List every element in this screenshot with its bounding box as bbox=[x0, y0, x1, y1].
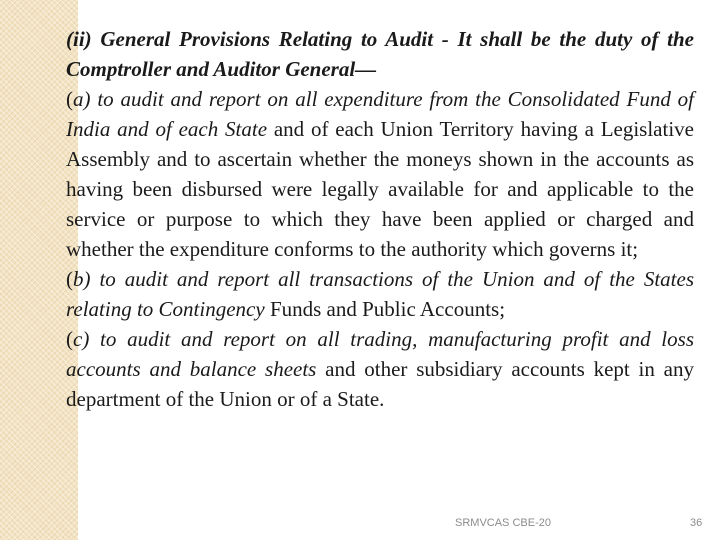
section-heading: (ii) General Provisions Relating to Audit - It shall be the duty of the Comptroller and Auditor General— bbox=[66, 27, 694, 81]
footer-label: SRMVCAS CBE-20 bbox=[455, 517, 551, 529]
clause-b-italic-text: b) to audit and report all transactions of the Union and of the States relating to Contingency bbox=[66, 267, 694, 321]
clause-b-paren: ( bbox=[66, 267, 73, 291]
slide-body bbox=[66, 24, 694, 414]
clause-c-text: and other subsidiary accounts kept in any department of the Union or of a State. bbox=[66, 357, 694, 411]
clause-a bbox=[66, 84, 694, 264]
clause-c-paren: ( bbox=[66, 327, 73, 351]
clause-a-text: and of each Union Territory having a Legislative Assembly and to ascertain whether the moneys shown in the accounts as having been disbursed were legally available for and applicable to the service or purpose to which they have been applied or charged and whether the expenditure conforms to the authority which governs it; bbox=[66, 117, 694, 261]
clause-b bbox=[66, 264, 694, 324]
clause-b-text: Funds and Public Accounts; bbox=[264, 297, 506, 321]
clause-c-italic-text: c) to audit and report on all trading, manufacturing profit and loss accounts and balance sheets bbox=[66, 327, 694, 381]
clause-a-paren: ( bbox=[66, 87, 73, 111]
clause-a-italic-text: a) to audit and report on all expenditure from the Consolidated Fund of India and of each State bbox=[66, 87, 694, 141]
page-number: 36 bbox=[690, 517, 703, 529]
clause-c bbox=[66, 324, 694, 414]
